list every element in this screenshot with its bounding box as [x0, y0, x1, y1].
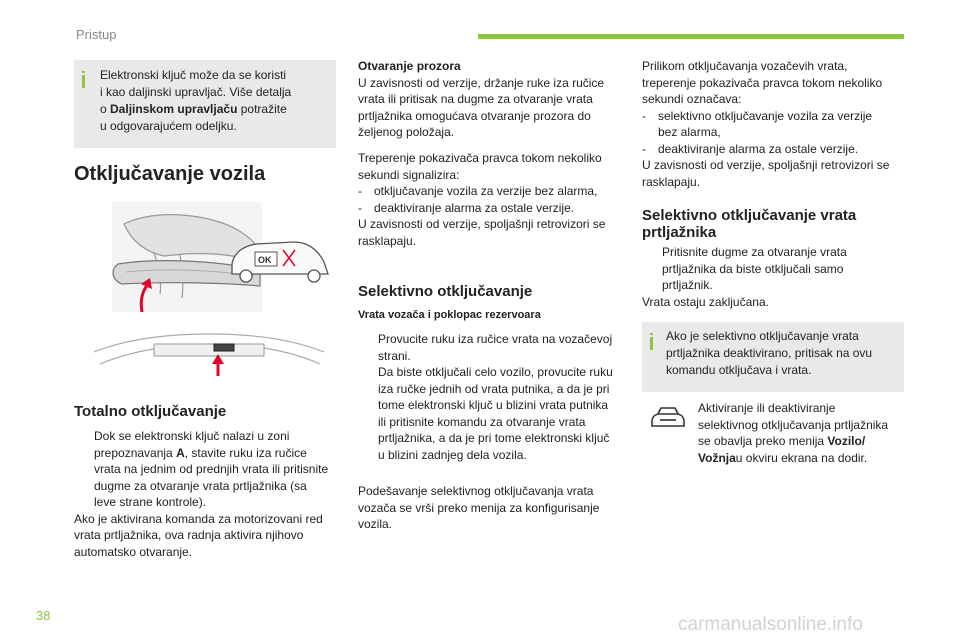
section-accent-bar — [478, 34, 904, 39]
menu-note: Aktiviranje ili deaktiviranje selektivnog otključavanja prtljažnika se obavlja preko menija Vozilo/ Vožnjau okviru ekrana na dodir. — [698, 401, 889, 465]
section-heading-unlocking: Otključavanje vozila — [74, 163, 266, 185]
subheading-total-unlocking: Totalno otključavanje — [74, 403, 227, 420]
car-ok-illustration — [232, 242, 328, 282]
driver-door-flash-section: Prilikom otključavanja vozačevih vrata, treperenje pokazivača pravca tokom nekoliko sekundi označava: - selektivno otključavanje vozila za verzije bez alarma, - deaktiviranje alarma za ostale verzije. U zavisnosti od verzije, spoljašnji retrovizori se rasklapaju. — [642, 58, 910, 190]
windows-section: Otvaranje prozora U zavisnosti od verzije, držanje ruke iza ručice vrata ili pritisak na dugme za otvaranje vrata prtljažnika omogućava otvaranje prozora do željenog položaja. — [358, 58, 626, 141]
list-item: Dok se elektronski ključ nalazi u zoni prepoznavanja A, stavite ruku iza ručice vrata na jednim od prednjih vrata ili pritisnite dugme za otvaranje vrata prtljažnika (sa leve strane kontrole). — [94, 429, 329, 509]
heading-selective-unlocking: Selektivno otključavanje — [358, 283, 533, 300]
tailgate-button-illustration — [94, 334, 324, 376]
info-marker-icon — [82, 68, 85, 88]
list-item: - deaktiviranje alarma za ostale verzije. — [358, 200, 575, 215]
subheading-driver-door: Vrata vozača i poklopac rezervoara — [358, 309, 541, 321]
tailgate-bullets — [642, 244, 910, 310]
unlocking-illustration — [84, 194, 340, 390]
doors-locked-text: Vrata ostaju zaključana. — [642, 294, 769, 309]
ok-label: OK — [258, 255, 272, 265]
list-item: - otključavanje vozila za verzije bez alarma, — [358, 184, 598, 198]
list-item: - selektivno otključavanje vozila za verzije bez alarma, — [642, 108, 873, 139]
list-item: Pritisnite dugme za otvaranje vrata prtljažnika da biste otključali samo prtljažnik. — [662, 245, 847, 292]
touchscreen-icon — [648, 404, 688, 432]
watermark: carmanualsonline.info — [678, 614, 863, 635]
list-item: Provucite ruku iza ručice vrata na vozačevoj strani. — [378, 332, 613, 363]
info-text-remote: Elektronski ključ može da se koristi i kao daljinski upravljač. Više detalja o Daljinskom upravljaču potražite u odgovarajućem odeljku. — [100, 68, 292, 133]
settings-paragraph: Podešavanje selektivnog otključavanja vrata vozača se vrši preko menija za konfigurisanje vozila. — [358, 484, 600, 531]
total-unlocking-bullets — [74, 428, 342, 560]
section-title: Pristup — [76, 27, 117, 42]
info-text-tailgate: Ako je selektivno otključavanje vrata prtljažnika deaktivirano, pritisak na ovu komandu otključava i vrata. — [666, 329, 873, 377]
info-marker-icon — [650, 330, 653, 350]
list-item: Da biste otključali celo vozilo, provucite ruku iza ručke jednih od vrata putnika, a da je pri tome elektronski ključ u blizini vrata putnika ili pritisnite komandu za otvaranje vrata prtljažnika, a da je pri tome elektronski ključ u blizini zadnjeg dela vozila. — [378, 365, 613, 462]
list-item: - deaktiviranje alarma za ostale verzije. — [642, 141, 859, 156]
page-number: 38 — [36, 608, 51, 623]
flash-section: Treperenje pokazivača pravca tokom nekoliko sekundi signalizira: - otključavanje vozila za verzije bez alarma, - deaktiviranje alarma za ostale verzije. U zavisnosti od verzije, spoljašnji retrovizori se rasklapaju. — [358, 150, 626, 249]
motorized-tailgate-paragraph: Ako je aktivirana komanda za motorizovani red vrata prtljažnika, ova radnja aktivira njihovo automatsko otvaranje. — [74, 511, 323, 559]
windows-title: Otvaranje prozora — [358, 59, 461, 73]
heading-selective-tailgate: Selektivno otključavanje vrata prtljažnika — [642, 207, 857, 241]
selective-unlocking-bullets — [358, 331, 626, 463]
